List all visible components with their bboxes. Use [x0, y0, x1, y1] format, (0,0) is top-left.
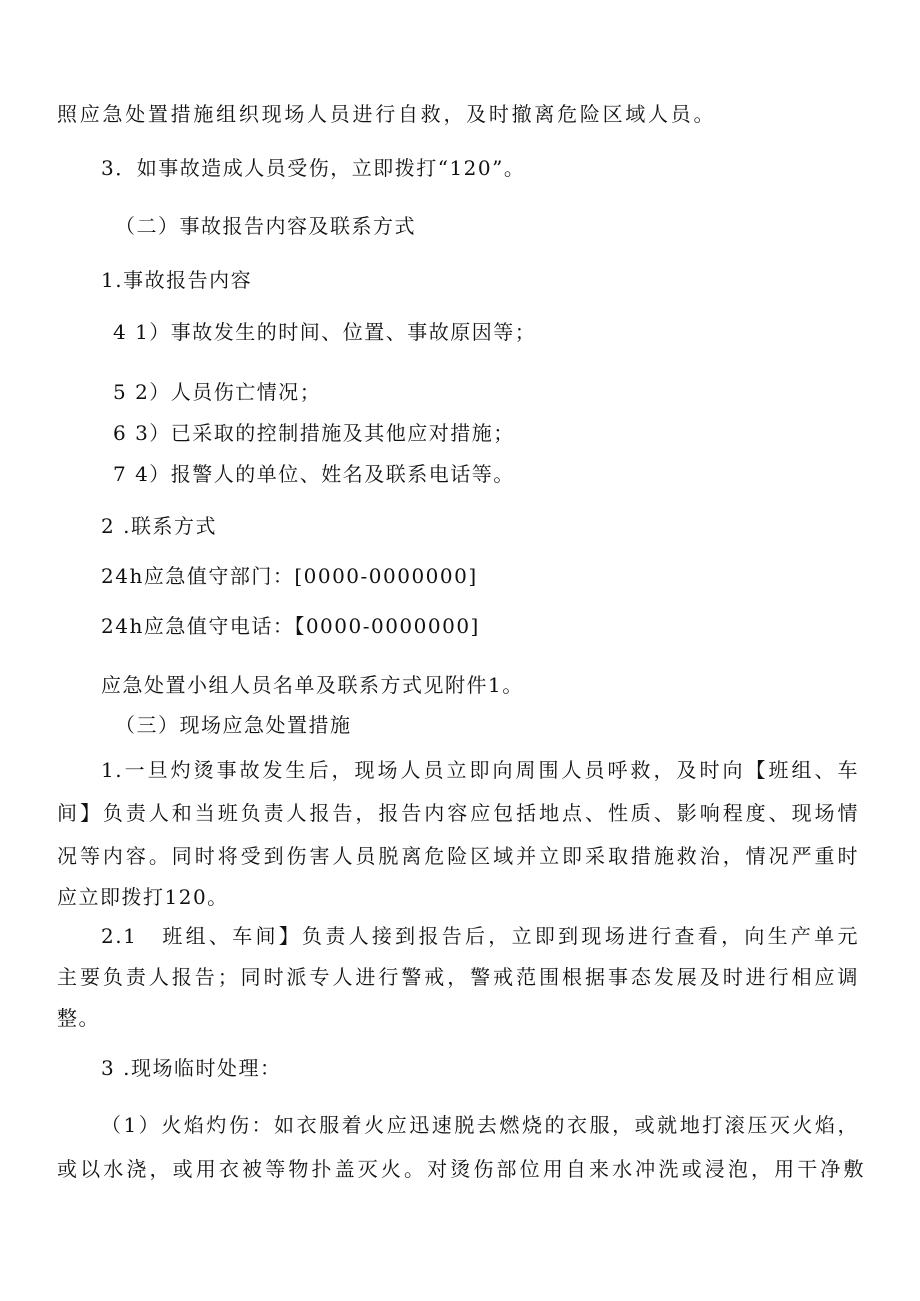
subheading-onsite-handling: 3 .现场临时处理： — [101, 1056, 282, 1080]
list-item-report-3: 6 3）已采取的控制措施及其他应对措施； — [113, 421, 515, 445]
subheading-contact: 2 .联系方式 — [101, 514, 217, 538]
list-item-report-4: 7 4）报警人的单位、姓名及联系电话等。 — [113, 462, 515, 486]
list-item-call-120: 3．如事故造成人员受伤，立即拨打“120”。 — [101, 156, 526, 180]
section-heading-report: （二）事故报告内容及联系方式 — [115, 214, 416, 238]
paragraph-line: 或以水浇，或用衣被等物扑盖灭火。对烫伤部位用自来水冲洗或浸泡，用干净敷 — [57, 1157, 865, 1181]
subheading-report-content: 1.事故报告内容 — [101, 268, 253, 292]
list-item-report-2: 5 2）人员伤亡情况； — [113, 380, 322, 404]
paragraph-line: （1）火焰灼伤：如衣服着火应迅速脱去燃烧的衣服，或就地打滚压灭火焰， — [101, 1113, 859, 1137]
contact-department: 24h应急值守部门：[0000-0000000] — [101, 564, 478, 588]
list-item-report-1: 4 1）事故发生的时间、位置、事故原因等； — [113, 320, 537, 344]
paragraph-line: 主要负责人报告；同时派专人进行警戒，警戒范围根据事态发展及时进行相应调 — [57, 965, 859, 989]
section-heading-measures: （三）现场应急处置措施 — [115, 713, 352, 737]
paragraph-line: 整。 — [57, 1006, 100, 1030]
paragraph-line: 1.一旦灼烫事故发生后，现场人员立即向周围人员呼救，及时向【班组、车 — [101, 758, 859, 782]
paragraph-line: 间】负责人和当班负责人报告，报告内容应包括地点、性质、影响程度、现场情 — [57, 801, 859, 825]
paragraph-line: 况等内容。同时将受到伤害人员脱离危险区域并立即采取措施救治，情况严重时 — [57, 844, 859, 868]
contact-phone: 24h应急值守电话：【0000-0000000] — [101, 614, 480, 638]
paragraph-line: 照应急处置措施组织现场人员进行自救，及时撤离危险区域人员。 — [57, 102, 715, 126]
paragraph-line: 应立即拨打120。 — [57, 885, 229, 909]
appendix-note: 应急处置小组人员名单及联系方式见附件1。 — [101, 673, 524, 697]
paragraph-line: 2.1 班组、车间】负责人接到报告后，立即到现场进行查看，向生产单元 — [101, 924, 859, 948]
